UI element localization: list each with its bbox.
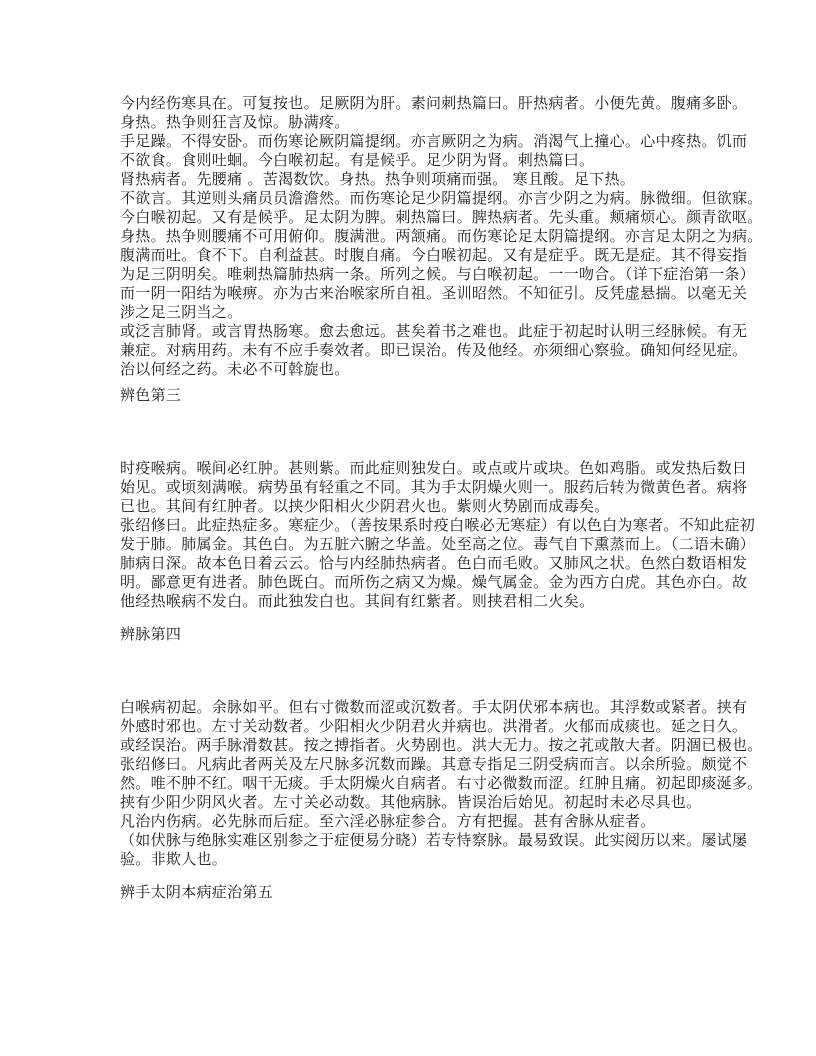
paragraph-line: 始见。或顷刻满喉。病势虽有轻重之不同。其为手太阴燥火则一。服药后转为微黄色者。病将 [120, 478, 748, 496]
section-heading-bianse: 辨色第三 [120, 386, 182, 404]
paragraph-line: 身热。热争则腰痛不可用俯仰。腹满泄。两颔痛。而伤寒论足太阴篇提纲。亦言足太阴之为病。 [120, 227, 763, 245]
paragraph-line: 肾热病者。先腰痛 。苦渴数饮。身热。热争则项痛而强。 寒且酸。足下热。 [120, 170, 636, 188]
paragraph-line: 时疫喉病。喉间必红肿。甚则紫。而此症则独发白。或点或片或块。色如鸡脂。或发热后数日 [120, 459, 748, 477]
paragraph-line: 明。鄙意更有进者。肺色既白。而所伤之病又为燥。燥气属金。金为西方白虎。其色亦白。故 [120, 573, 748, 591]
paragraph-line: 今内经伤寒具在。可复按也。足厥阴为肝。素问刺热篇曰。肝热病者。小便先黄。腹痛多卧。 [120, 94, 748, 112]
paragraph-line: （如伏脉与绝脉实难区别参之于症便易分晓）若专恃察脉。最易致误。此实阅历以来。屡试屡 [120, 831, 748, 849]
paragraph-line: 然。唯不肿不红。咽干无痰。手太阴燥火自病者。右寸必微数而涩。红肿且痛。初起即痰涎多。 [120, 774, 763, 792]
paragraph-line: 已也。其间有红肿者。以挟少阳相火少阴君火也。紫则火势剧而成毒矣。 [120, 497, 610, 515]
section-heading-bianmai: 辨脉第四 [120, 625, 182, 643]
paragraph-line: 他经热喉病不发白。而此独发白也。其间有红紫者。则挟君相二火矣。 [120, 592, 595, 610]
paragraph-line: 治以何经之药。未必不可斡旋也。 [120, 360, 350, 378]
paragraph-line: 或泛言肺肾。或言胃热肠寒。愈去愈远。甚矣着书之难也。此症于初起时认明三经脉候。有无 [120, 322, 748, 340]
paragraph-line: 验。非欺人也。 [120, 850, 228, 868]
paragraph-line: 腹满而吐。食不下。自利益甚。时腹自痛。今白喉初起。又有是症乎。既无是症。其不得妄指 [120, 246, 748, 264]
paragraph-line: 肺病日深。故本色日着云云。恰与内经肺热病者。色白而毛败。又肺风之状。色然白数语相发 [120, 554, 748, 572]
paragraph-line: 今白喉初起。又有是候乎。足太阴为脾。刺热篇曰。脾热病者。先头重。颊痛烦心。颜青欲呕。 [120, 208, 763, 226]
paragraph-line: 涉之足三阴当之。 [120, 303, 243, 321]
section-heading-shoutaiyin: 辨手太阴本病症治第五 [120, 883, 274, 901]
paragraph-line: 发于肺。肺属金。其色白。为五脏六腑之华盖。处至高之位。毒气自下熏蒸而上。（二语未确） [120, 535, 756, 553]
paragraph-line: 为足三阴明矣。唯刺热篇肺热病一条。所列之候。与白喉初起。一一吻合。（详下症治第一条） [120, 265, 756, 283]
paragraph-line: 而一阴一阳结为喉痹。亦为古来治喉家所自祖。圣训昭然。不知征引。反凭虚悬揣。以毫无关 [120, 284, 748, 302]
paragraph-line: 凡治内伤病。必先脉而后症。至六淫必脉症参合。方有把握。甚有舍脉从症者。 [120, 812, 656, 830]
paragraph-line: 挟有少阳少阴风火者。左寸关必动数。其他病脉。皆误治后始见。初起时未必尽具也。 [120, 793, 702, 811]
paragraph-line: 身热。热争则狂言及惊。胁满疼。 [120, 113, 350, 131]
paragraph-line: 张绍修曰。凡病此者两关及左尺脉多沉数而躁。其意专指足三阴受病而言。以余所验。颇觉不 [120, 755, 748, 773]
paragraph-line: 白喉病初起。余脉如平。但右寸微数而涩或沉数者。手太阴伏邪本病也。其浮数或紧者。挟有 [120, 698, 748, 716]
paragraph-line: 不欲言。其逆则头痛员员澹澹然。而伤寒论足少阴篇提纲。亦言少阴之为病。脉微细。但欲寐。 [120, 189, 763, 207]
paragraph-line: 外感时邪也。左寸关动数者。少阳相火少阴君火并病也。洪滑者。火郁而成痰也。延之日久。 [120, 717, 748, 735]
paragraph-line: 兼症。对病用药。未有不应手奏效者。即已误治。传及他经。亦须细心察验。确知何经见症。 [120, 341, 748, 359]
paragraph-line: 或经误治。两手脉滑数甚。按之搏指者。火势剧也。洪大无力。按之芤或散大者。阴涸已极也。 [120, 736, 763, 754]
paragraph-line: 张绍修曰。此症热症多。寒症少。（善按果系时疫白喉必无寒症）有以色白为寒者。不知此症初 [120, 516, 756, 534]
paragraph-line: 不欲食。食则吐蛔。今白喉初起。有是候乎。足少阴为肾。刺热篇曰。 [120, 151, 595, 169]
paragraph-line: 手足躁。不得安卧。而伤寒论厥阴篇提纲。亦言厥阴之为病。消渴气上撞心。心中疼热。饥而 [120, 132, 748, 150]
